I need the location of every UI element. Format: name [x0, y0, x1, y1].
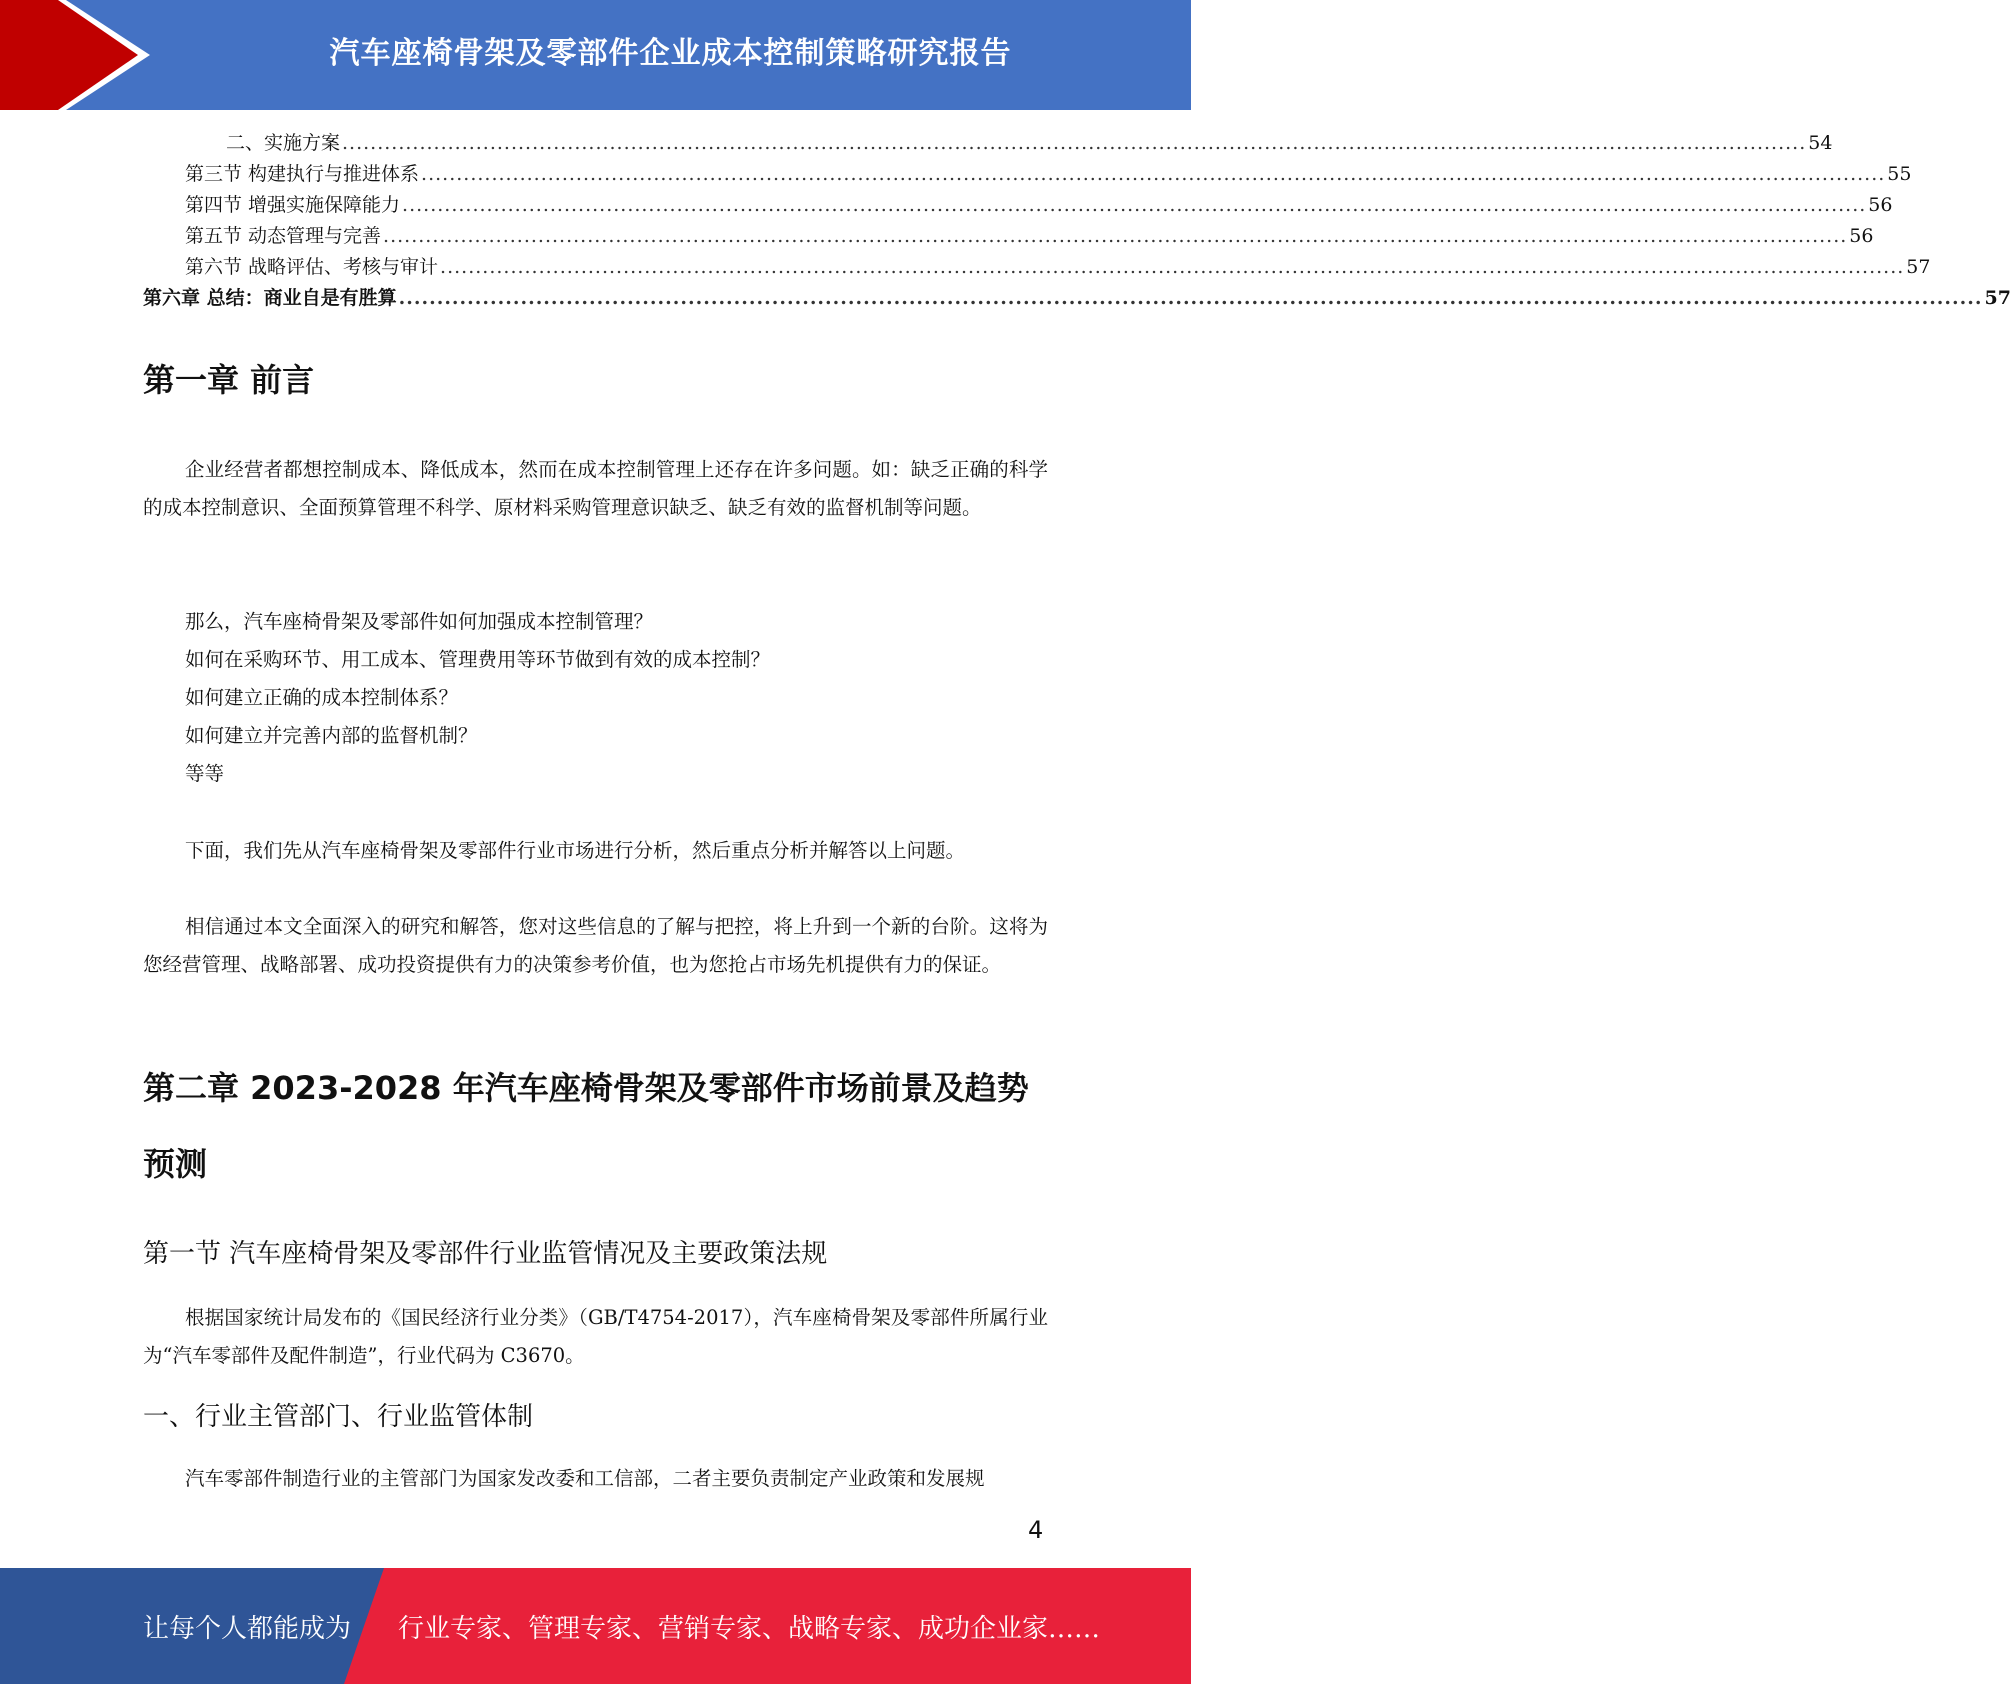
- table-of-contents: [143, 128, 2011, 314]
- toc-leader-dots: ................................................................................................................................................................................................................: [342, 132, 1807, 154]
- toc-entry-label: 第五节 动态管理与完善: [185, 225, 382, 247]
- toc-entry[interactable]: [143, 252, 1931, 283]
- question-item: 那么，汽车座椅骨架及零部件如何加强成本控制管理？: [185, 610, 654, 633]
- section-heading: 第一节 汽车座椅骨架及零部件行业监管情况及主要政策法规: [143, 1239, 828, 1269]
- toc-leader-dots: ................................................................................................................................................................................................................: [421, 163, 1886, 185]
- page-footer: [0, 1568, 1191, 1684]
- question-item: 如何建立并完善内部的监督机制？: [185, 724, 478, 747]
- subsection-heading: 一、行业主管部门、行业监管体制: [143, 1402, 534, 1432]
- toc-entry-page: 56: [1868, 194, 1893, 216]
- toc-entry[interactable]: [143, 221, 1874, 252]
- chapter-2-heading: 第二章 2023-2028 年汽车座椅骨架及零部件市场前景及趋势预测: [143, 1069, 1029, 1183]
- header-red-arrow-decoration: [0, 0, 150, 110]
- toc-entry-page: 55: [1887, 163, 1912, 185]
- question-item: 如何建立正确的成本控制体系？: [185, 686, 459, 709]
- toc-leader-dots: ................................................................................................................................................................................................................: [402, 194, 1867, 216]
- toc-entry-label: 第六章 总结：商业自是有胜算: [143, 287, 397, 309]
- toc-entry-label: 第四节 增强实施保障能力: [185, 194, 401, 216]
- toc-leader-dots: ................................................................................................................................................................................................................: [383, 225, 1848, 247]
- page-header: [0, 0, 1191, 110]
- toc-entry-page: 57: [1984, 287, 2011, 309]
- toc-leader-dots: ................................................................................................................................................................................................................: [398, 287, 1983, 309]
- toc-entry[interactable]: [143, 190, 1893, 221]
- toc-entry-label: 第三节 构建执行与推进体系: [185, 163, 420, 185]
- page-number: 4: [1028, 1516, 1044, 1544]
- chapter-1-paragraph: 相信通过本文全面深入的研究和解答，您对这些信息的了解与把控，将上升到一个新的台阶。这将为您经营管理、战略部署、成功投资提供有力的决策参考价值，也为您抢占市场先机提供有力的保证。: [143, 915, 1048, 976]
- toc-leader-dots: ................................................................................................................................................................................................................: [440, 256, 1905, 278]
- chapter-1-paragraph: 下面，我们先从汽车座椅骨架及零部件行业市场进行分析，然后重点分析并解答以上问题。: [185, 839, 966, 862]
- question-item: 如何在采购环节、用工成本、管理费用等环节做到有效的成本控制？: [185, 648, 771, 671]
- toc-entry-page: 56: [1849, 225, 1874, 247]
- toc-entry-page: 57: [1906, 256, 1931, 278]
- subsection-paragraph: 汽车零部件制造行业的主管部门为国家发改委和工信部，二者主要负责制定产业政策和发展规: [185, 1467, 985, 1490]
- toc-entry[interactable]: [143, 283, 2011, 314]
- question-list: [143, 603, 1048, 793]
- report-title: 汽车座椅骨架及零部件企业成本控制策略研究报告: [329, 36, 1012, 71]
- chapter-1-paragraph: 企业经营者都想控制成本、降低成本，然而在成本控制管理上还存在许多问题。如：缺乏正确的科学的成本控制意识、全面预算管理不科学、原材料采购管理意识缺乏、缺乏有效的监督机制等问题。: [143, 458, 1048, 519]
- toc-entry[interactable]: [143, 159, 1912, 190]
- toc-entry-label: 第六节 战略评估、考核与审计: [185, 256, 439, 278]
- footer-slogan-right: 行业专家、管理专家、营销专家、战略专家、成功企业家……: [398, 1613, 1101, 1644]
- toc-entry[interactable]: [143, 128, 1833, 159]
- question-item: 等等: [185, 762, 225, 785]
- toc-entry-page: 54: [1808, 132, 1833, 154]
- footer-slogan-left: 让每个人都能成为: [143, 1613, 352, 1644]
- toc-entry-label: 二、实施方案: [226, 132, 341, 154]
- chapter-1-heading: 第一章 前言: [143, 361, 315, 399]
- section-paragraph: 根据国家统计局发布的《国民经济行业分类》（GB/T4754-2017），汽车座椅骨架及零部件所属行业为“汽车零部件及配件制造”，行业代码为 C3670。: [143, 1306, 1048, 1367]
